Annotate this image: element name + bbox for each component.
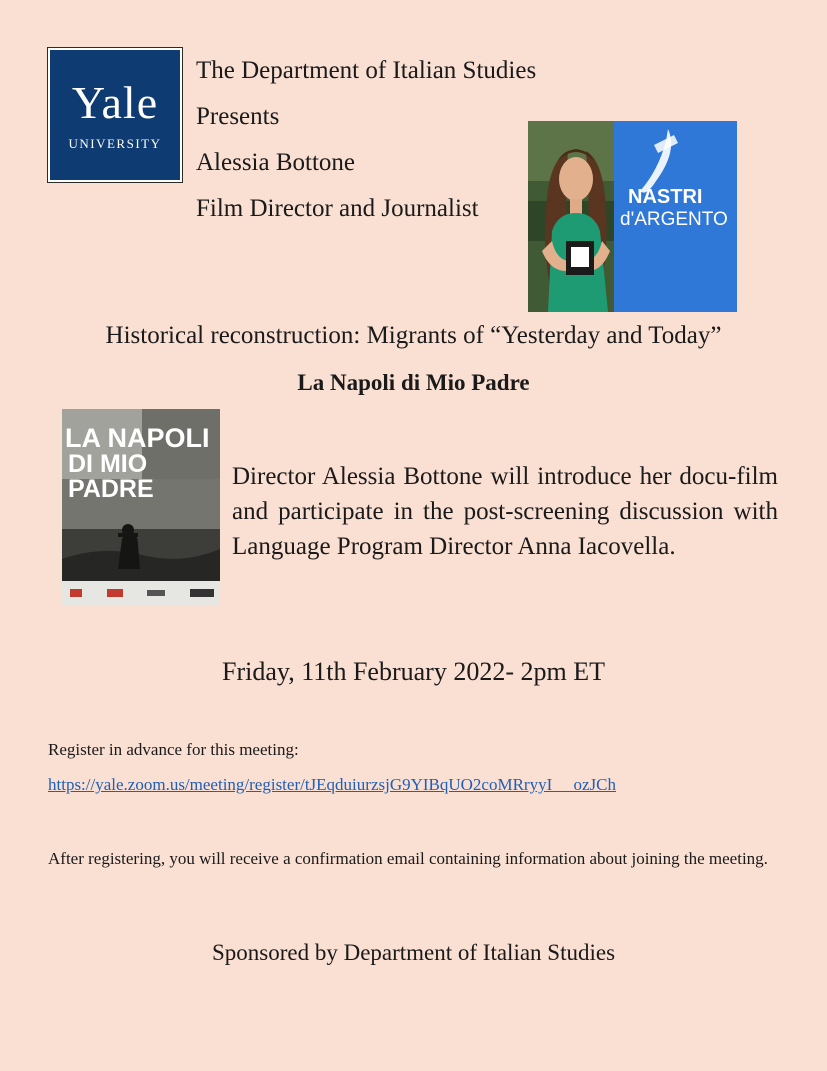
film-title: La Napoli di Mio Padre (297, 370, 530, 395)
department-line: The Department of Italian Studies (196, 57, 537, 84)
banner-line-1: NASTRI (628, 186, 703, 208)
poster-title-line-2: DI MIO (68, 450, 148, 478)
register-label: Register in advance for this meeting: (48, 740, 299, 759)
yale-logo (48, 48, 182, 182)
yale-logo-word: Yale (71, 77, 159, 128)
speaker-photo (528, 121, 737, 312)
poster-title-line-3: PADRE (68, 475, 154, 503)
event-date: Friday, 11th February 2022- 2pm ET (222, 657, 605, 686)
event-header (196, 48, 536, 232)
event-description: Director Alessia Bottone will introduce her docu-film and participate in the post-screening discussion with Language Program Director Anna Iacovella. (232, 463, 778, 560)
poster-title-line-1: LA NAPOLI (65, 423, 210, 453)
banner-line-2: d'ARGENTO (620, 209, 728, 230)
yale-logo-subtitle: UNIVERSITY (68, 136, 162, 151)
film-poster (62, 409, 220, 606)
talk-title: Historical reconstruction: Migrants of “Yesterday and Today” (105, 322, 722, 349)
registration-link[interactable]: https://yale.zoom.us/meeting/register/tJEqduiurzsjG9YIBqUO2coMRryyI ozJCh (48, 775, 617, 794)
after-registering-note: After registering, you will receive a confirmation email containing information about joining the meeting. (48, 849, 768, 868)
speaker-name: Alessia Bottone (196, 149, 356, 176)
speaker-role: Film Director and Journalist (196, 195, 479, 222)
sponsor-line: Sponsored by Department of Italian Studies (211, 940, 616, 965)
presents-line: Presents (196, 103, 280, 130)
